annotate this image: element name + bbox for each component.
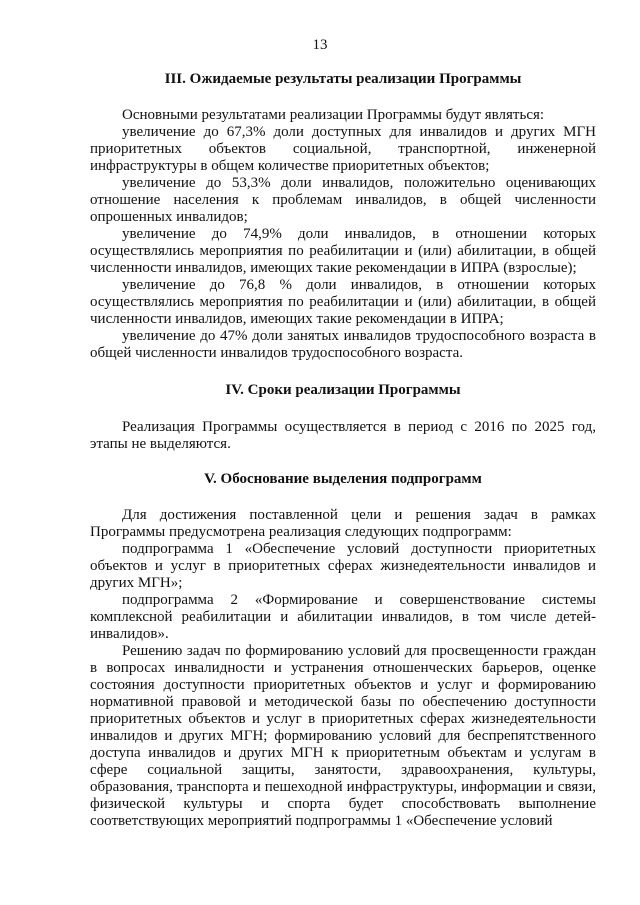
paragraph: увеличение до 76,8 % доли инвалидов, в отношении которых осуществлялись мероприятия по реабилитации и (или) абилитации, в общей численности инвалидов, имеющих такие рекомендации в ИПРА;	[90, 277, 596, 327]
section-3-heading: III. Ожидаемые результаты реализации Программы	[164, 71, 522, 87]
paragraph: Реализация Программы осуществляется в период с 2016 по 2025 год, этапы не выделяются.	[90, 419, 596, 452]
section-3-body	[90, 107, 596, 362]
section-5-body	[90, 507, 596, 830]
page-number: 13	[312, 37, 328, 53]
paragraph: увеличение до 53,3% доли инвалидов, положительно оценивающих отношение населения к проблемам инвалидов, в общей численности опрошенных инвалидов;	[90, 175, 596, 225]
paragraph: Для достижения поставленной цели и решения задач в рамках Программы предусмотрена реализация следующих подпрограмм:	[90, 507, 596, 540]
paragraph: увеличение до 47% доли занятых инвалидов трудоспособного возраста в общей численности инвалидов трудоспособного возраста.	[90, 328, 596, 361]
section-5-heading: V. Обоснование выделения подпрограмм	[204, 471, 482, 487]
paragraph: подпрограмма 1 «Обеспечение условий доступности приоритетных объектов и услуг в приоритетных сферах жизнедеятельности инвалидов и других МГН»;	[90, 541, 596, 591]
paragraph: Основными результатами реализации Программы будут являться:	[122, 107, 545, 123]
paragraph: увеличение до 67,3% доли доступных для инвалидов и других МГН приоритетных объектов социальной, транспортной, инженерной инфраструктуры в общем количестве приоритетных объектов;	[90, 124, 596, 174]
paragraph: увеличение до 74,9% доли инвалидов, в отношении которых осуществлялись мероприятия по реабилитации и (или) абилитации, в общей численности инвалидов, имеющих такие рекомендации в ИПРА (взрослые);	[90, 226, 596, 276]
paragraph: подпрограмма 2 «Формирование и совершенствование системы комплексной реабилитации и абилитации инвалидов, в том числе детей-инвалидов».	[90, 592, 596, 642]
section-4-body	[90, 419, 596, 453]
section-4-heading: IV. Сроки реализации Программы	[225, 382, 461, 398]
paragraph: Решению задач по формированию условий для просвещенности граждан в вопросах инвалидности и устранения отношенческих барьеров, оценке состояния доступности приоритетных объектов и услуг и формированию нормативной правовой и методической базы по обеспечению доступности приоритетных объектов и услуг в приоритетных сферах жизнедеятельности инвалидов и других МГН; формированию условий для беспрепятственного доступа инвалидов и других МГН к приоритетным объектам и услугам в сфере социальной защиты, занятости, здравоохранения, культуры, образования, транспорта и пешеходной инфраструктуры, информации и связи, физической культуры и спорта будет способствовать выполнение соответствующих мероприятий подпрограммы 1 «Обеспечение условий	[90, 643, 596, 829]
